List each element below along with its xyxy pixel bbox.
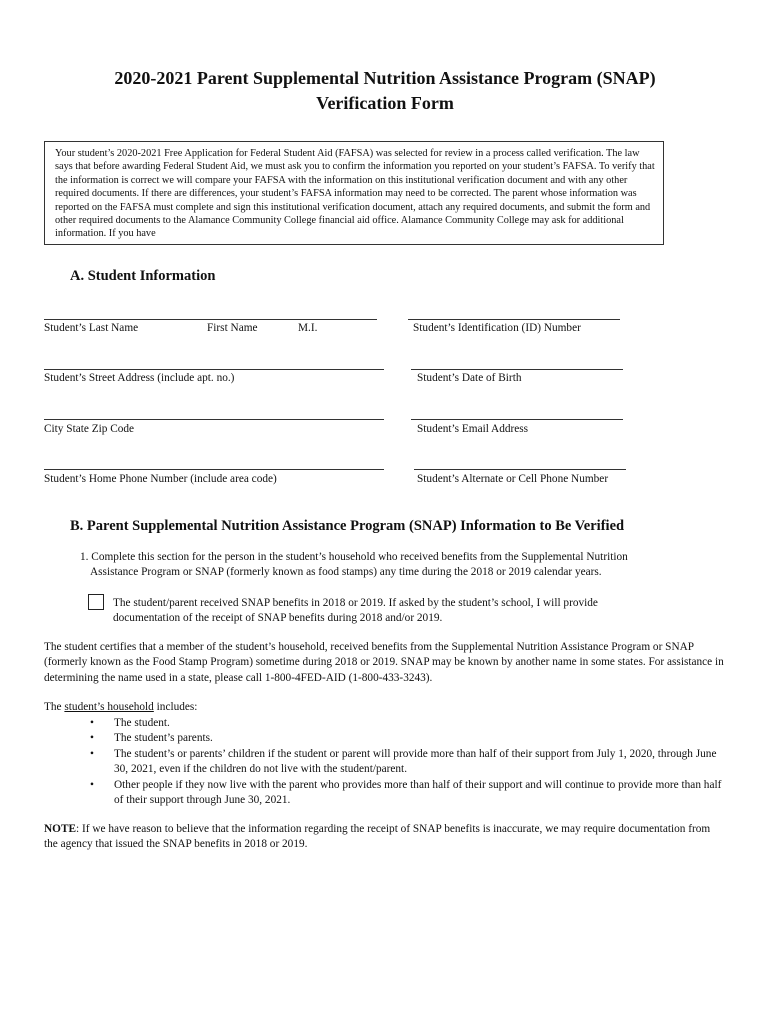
- alt-phone-label: Student’s Alternate or Cell Phone Number: [417, 473, 609, 485]
- last-name-field[interactable]: [44, 319, 377, 320]
- date-of-birth-label: Student’s Date of Birth: [417, 372, 522, 384]
- list-item: • The student’s or parents’ children if the student or parent will provide more than half of their support from July 1, 2020, through June 30, 2021, even if the children do not live with the student/parent.: [90, 747, 730, 778]
- list-item: • Other people if they now live with the parent who provides more than half of their support and will continue to provide more than half of their support through June 30, 2021.: [90, 778, 730, 809]
- snap-received-checkbox[interactable]: [88, 594, 104, 610]
- title-line-1: 2020-2021 Parent Supplemental Nutrition Assistance Program (SNAP): [114, 68, 656, 88]
- city-state-zip-field[interactable]: [44, 419, 384, 420]
- intro-box: [44, 141, 664, 245]
- note-label: NOTE: [44, 823, 77, 835]
- item-1-line-2: Assistance Program or SNAP (formerly known as food stamps) any time during the 2018 or 2019 calendar years.: [90, 566, 602, 579]
- item-1-line-1: 1. Complete this section for the person in the student’s household who received benefits from the Supplemental Nutrition: [80, 551, 628, 563]
- household-prefix: The: [44, 701, 65, 713]
- item-1-text: [80, 550, 750, 581]
- section-a-heading: A. Student Information: [70, 268, 216, 284]
- list-item: • The student’s parents.: [90, 731, 730, 746]
- email-field[interactable]: [411, 419, 623, 420]
- form-title: [0, 66, 770, 116]
- title-line-2: Verification Form: [316, 93, 454, 113]
- section-b-heading: B. Parent Supplemental Nutrition Assistance Program (SNAP) Information to Be Verified: [70, 518, 625, 534]
- student-id-label: Student’s Identification (ID) Number: [413, 322, 581, 334]
- checkbox-line-2: documentation of the receipt of SNAP benefits during 2018 and/or 2019.: [113, 612, 443, 625]
- street-address-field[interactable]: [44, 369, 384, 370]
- note-text: : If we have reason to believe that the information regarding the receipt of SNAP benefits is inaccurate, we may require documentation from the agency that issued the SNAP benefits in 2018 or 2019.: [44, 823, 711, 851]
- last-name-label: Student’s Last Name: [44, 322, 139, 334]
- household-list: [90, 716, 730, 808]
- certification-paragraph: The student certifies that a member of the student’s household, received benefits from the Supplemental Nutrition Assistance Program or SNAP (formerly known as the Food Stamp Program) sometime during 2018 or 2019. SNAP may be known by another name in some states. For assistance in determining the name used in a state, please call 1-800-4FED-AID (1-800-433-3243).: [44, 641, 724, 684]
- first-name-label: First Name: [207, 322, 258, 334]
- alt-phone-field[interactable]: [414, 469, 626, 470]
- household-suffix: includes:: [153, 701, 198, 713]
- household-term: student’s household: [64, 701, 154, 713]
- intro-text: Your student’s 2020-2021 Free Application for Federal Student Aid (FAFSA) was selected for review in a process called verification. The law says that before awarding Federal Student Aid, we must ask you to confirm the information you reported on your student’s FAFSA. To verify that the information is correct we will compare your FAFSA with the information on this institutional verification document and with any other required documents. If there are differences, your student’s FAFSA information may need to be corrected. The parent whose information was reported on the FAFSA must complete and sign this institutional verification document, attach any required documents, and submit the form and other required documents to the Alamance Community College financial aid office. Alamance Community College may ask for additional information. If you have: [55, 148, 655, 240]
- checkbox-text: [113, 596, 753, 627]
- mi-label: M.I.: [298, 322, 318, 334]
- date-of-birth-field[interactable]: [411, 369, 623, 370]
- checkbox-line-1: The student/parent received SNAP benefits in 2018 or 2019. If asked by the student’s school, I will provide: [113, 597, 598, 609]
- street-address-label: Student’s Street Address (include apt. no.): [44, 372, 235, 384]
- email-label: Student’s Email Address: [417, 423, 529, 435]
- student-id-field[interactable]: [408, 319, 620, 320]
- note-paragraph: [44, 822, 724, 853]
- home-phone-label: Student’s Home Phone Number (include area code): [44, 473, 277, 485]
- home-phone-field[interactable]: [44, 469, 384, 470]
- city-state-zip-label: City State Zip Code: [44, 423, 135, 435]
- household-heading: [44, 700, 644, 715]
- list-item: • The student.: [90, 716, 730, 731]
